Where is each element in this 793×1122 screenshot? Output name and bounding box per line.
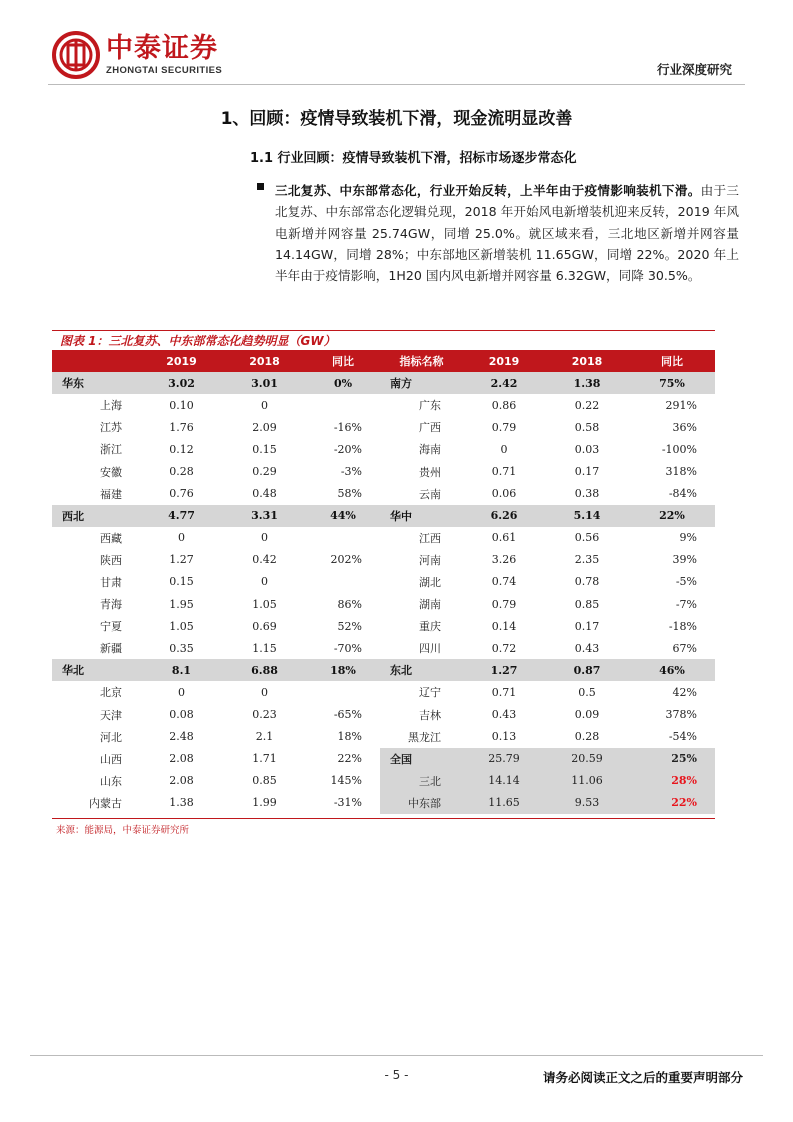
capacity-value: 0.22 — [574, 398, 600, 412]
yoy-change: -20% — [333, 442, 362, 456]
province-name: 河南 — [419, 553, 441, 567]
yoy-change — [306, 527, 380, 549]
capacity-value: 0.85 — [574, 597, 600, 611]
province-name: 云南 — [419, 487, 441, 501]
capacity-value: 0.14 — [491, 619, 517, 633]
capacity-value: 0.72 — [491, 641, 517, 655]
capacity-value: 2.09 — [252, 420, 277, 434]
yoy-change — [306, 394, 380, 416]
province-name: 辽宁 — [419, 686, 441, 700]
yoy-change: -65% — [333, 708, 362, 722]
capacity-value: 6.88 — [223, 659, 306, 681]
capacity-value: 0.12 — [169, 442, 194, 456]
report-type-label: 行业深度研究 — [656, 62, 732, 77]
yoy-change: 75% — [629, 372, 715, 394]
yoy-change: 46% — [629, 659, 715, 681]
yoy-change: 22% — [337, 752, 362, 766]
capacity-value: 0.10 — [169, 398, 194, 412]
wind-capacity-table — [52, 350, 715, 814]
capacity-value: 0.71 — [491, 465, 517, 479]
capacity-value: 0.85 — [252, 774, 277, 788]
province-name: 福建 — [100, 487, 122, 501]
capacity-value: 6.26 — [463, 505, 545, 527]
capacity-value: 0.61 — [491, 531, 517, 545]
table-bottom-rule — [52, 818, 715, 819]
province-name: 西北 — [52, 505, 140, 527]
table-row — [52, 549, 715, 571]
capacity-value: 2.08 — [169, 774, 194, 788]
table-row — [52, 615, 715, 637]
capacity-value: 0.17 — [574, 619, 600, 633]
capacity-value: 1.15 — [252, 641, 277, 655]
capacity-value: 0.17 — [574, 465, 600, 479]
yoy-change: 44% — [306, 505, 380, 527]
capacity-value: 2.1 — [255, 730, 274, 744]
column-header: 同比 — [629, 350, 715, 372]
capacity-value: 1.05 — [169, 619, 194, 633]
capacity-value: 1.38 — [545, 372, 629, 394]
capacity-value: 0.15 — [169, 575, 194, 589]
province-name: 山东 — [100, 774, 122, 788]
table-row — [52, 527, 715, 549]
capacity-value: 4.77 — [140, 505, 223, 527]
capacity-value: 0.29 — [252, 465, 277, 479]
capacity-value: 2.48 — [169, 730, 194, 744]
province-name: 青海 — [100, 598, 122, 612]
capacity-value: 0.28 — [574, 730, 600, 744]
yoy-change — [306, 571, 380, 593]
column-header: 2018 — [223, 350, 306, 372]
capacity-value: 0 — [261, 398, 268, 412]
capacity-value: 3.31 — [223, 505, 306, 527]
province-name: 全国 — [380, 748, 463, 770]
province-name: 广东 — [419, 399, 441, 413]
capacity-value: 0.43 — [574, 641, 600, 655]
capacity-value: 0.76 — [169, 487, 194, 501]
province-name: 湖北 — [419, 575, 441, 589]
capacity-value: 0.35 — [169, 641, 194, 655]
capacity-value: 1.95 — [169, 597, 194, 611]
table-row — [52, 770, 715, 792]
capacity-value: 0 — [178, 531, 185, 545]
footer-divider — [30, 1055, 763, 1056]
company-logo — [52, 30, 222, 80]
capacity-value: 5.14 — [545, 505, 629, 527]
yoy-change: 25% — [629, 748, 715, 770]
paragraph-body: 由于三北复苏、中东部常态化逻辑兑现，2018 年开始风电新增装机迎来反转，2019 年风电新增并网容量 25.74GW，同增 25.0%。就区域来看，三北地区新增并网容量 14.14GW，同增 28%；中东部地区新增装机 11.65GW，同增 22%。2020 年上半年由于疫情影响，1H20 国内风电新增并网容量 6.32GW，同降 30.5%。 — [275, 183, 740, 284]
yoy-change: 18% — [306, 659, 380, 681]
logo-english-name: ZHONGTAI SECURITIES — [106, 64, 223, 76]
column-header — [52, 350, 140, 372]
yoy-change: 378% — [665, 708, 697, 722]
table-row — [52, 394, 715, 416]
province-name: 华东 — [52, 372, 140, 394]
column-header: 2019 — [140, 350, 223, 372]
table-row — [52, 593, 715, 615]
paragraph-text — [275, 180, 739, 286]
table-row — [52, 438, 715, 460]
province-name: 黑龙江 — [408, 730, 441, 744]
yoy-change: 0% — [306, 372, 380, 394]
capacity-value: 2.35 — [574, 553, 600, 567]
yoy-change: -54% — [668, 730, 697, 744]
province-name: 浙江 — [100, 443, 122, 457]
square-bullet-icon — [257, 183, 264, 190]
table-row — [52, 416, 715, 438]
province-name: 宁夏 — [100, 620, 122, 634]
province-name: 天津 — [100, 708, 122, 722]
table-row — [52, 637, 715, 659]
province-name: 华北 — [52, 659, 140, 681]
capacity-value: 0.58 — [574, 420, 600, 434]
capacity-value: 14.14 — [463, 770, 545, 792]
province-name: 河北 — [100, 730, 122, 744]
bullet-paragraph — [275, 180, 739, 286]
header-divider — [48, 84, 745, 85]
region-row — [52, 505, 715, 527]
capacity-value: 25.79 — [463, 748, 545, 770]
region-row — [52, 659, 715, 681]
province-name: 陕西 — [100, 553, 122, 567]
yoy-change: -84% — [668, 487, 697, 501]
region-row — [52, 372, 715, 394]
capacity-value: 0.48 — [252, 487, 277, 501]
yoy-change: 9% — [679, 531, 697, 545]
province-name: 重庆 — [419, 620, 441, 634]
yoy-change: -7% — [675, 597, 697, 611]
capacity-value: 1.99 — [252, 796, 277, 810]
capacity-value: 9.53 — [545, 792, 629, 814]
yoy-change: 291% — [665, 398, 697, 412]
yoy-change: 22% — [629, 792, 715, 814]
subsection-heading: 1.1 行业回顾：疫情导致装机下滑，招标市场逐步常态化 — [250, 151, 577, 166]
table-row — [52, 748, 715, 770]
capacity-value: 11.06 — [545, 770, 629, 792]
yoy-change: -3% — [340, 465, 362, 479]
capacity-value: 0.69 — [252, 619, 277, 633]
province-name: 四川 — [419, 642, 441, 656]
capacity-value: 0.42 — [252, 553, 277, 567]
province-name: 新疆 — [100, 642, 122, 656]
yoy-change: 67% — [672, 641, 697, 655]
table-row — [52, 681, 715, 703]
capacity-value: 0.13 — [491, 730, 517, 744]
province-name: 西藏 — [100, 531, 122, 545]
capacity-value: 0.79 — [491, 597, 517, 611]
table-header-row — [52, 350, 715, 372]
province-name: 内蒙古 — [89, 796, 122, 810]
yoy-change: 318% — [665, 465, 697, 479]
yoy-change: 28% — [629, 770, 715, 792]
yoy-change: -100% — [661, 442, 697, 456]
capacity-value: 0.5 — [578, 685, 596, 699]
capacity-value: 11.65 — [463, 792, 545, 814]
yoy-change: -5% — [675, 575, 697, 589]
yoy-change: -31% — [333, 796, 362, 810]
capacity-value: 0.56 — [574, 531, 600, 545]
yoy-change: 202% — [330, 553, 362, 567]
capacity-value: 3.26 — [491, 553, 517, 567]
column-header: 2019 — [463, 350, 545, 372]
table-row — [52, 704, 715, 726]
column-header: 2018 — [545, 350, 629, 372]
province-name: 广西 — [419, 421, 441, 435]
capacity-value: 0 — [261, 685, 268, 699]
province-name: 山西 — [100, 752, 122, 766]
capacity-value: 2.08 — [169, 752, 194, 766]
province-name: 北京 — [100, 686, 122, 700]
capacity-value: 3.02 — [140, 372, 223, 394]
table-row — [52, 460, 715, 482]
yoy-change — [306, 681, 380, 703]
page-number: - 5 - — [384, 1068, 409, 1082]
capacity-value: 0.06 — [491, 487, 517, 501]
yoy-change: 86% — [337, 597, 362, 611]
capacity-value: 0.08 — [169, 708, 194, 722]
province-name: 江西 — [419, 531, 441, 545]
figure-source: 来源：能源局，中泰证券研究所 — [56, 825, 190, 836]
yoy-change: 39% — [672, 553, 697, 567]
capacity-value: 0.28 — [169, 465, 194, 479]
capacity-value: 0.86 — [491, 398, 517, 412]
capacity-value: 2.42 — [463, 372, 545, 394]
zhongtai-logo-icon — [52, 31, 100, 79]
capacity-value: 0.38 — [574, 487, 600, 501]
province-name: 江苏 — [100, 421, 122, 435]
capacity-value: 1.38 — [169, 796, 194, 810]
province-name: 东北 — [380, 659, 463, 681]
capacity-value: 0.78 — [574, 575, 600, 589]
table-row — [52, 792, 715, 814]
capacity-value: 0.43 — [491, 708, 517, 722]
capacity-value: 0 — [261, 531, 268, 545]
capacity-value: 1.76 — [169, 420, 194, 434]
yoy-change: -18% — [668, 619, 697, 633]
yoy-change: -16% — [333, 420, 362, 434]
province-name: 贵州 — [419, 465, 441, 479]
capacity-value: 0 — [261, 575, 268, 589]
capacity-value: 0 — [500, 442, 508, 456]
capacity-value: 0 — [178, 685, 185, 699]
yoy-change: 18% — [337, 730, 362, 744]
table-row — [52, 483, 715, 505]
province-name: 海南 — [419, 443, 441, 457]
capacity-value: 8.1 — [140, 659, 223, 681]
capacity-value: 0.74 — [491, 575, 517, 589]
figure-title: 图表 1：三北复苏、中东部常态化趋势明显（GW） — [60, 334, 336, 348]
yoy-change: -70% — [333, 641, 362, 655]
capacity-value: 0.23 — [252, 708, 277, 722]
logo-chinese-name: 中泰证券 — [106, 32, 218, 64]
section-heading: 1、回顾：疫情导致装机下滑，现金流明显改善 — [220, 109, 573, 129]
province-name: 上海 — [100, 399, 122, 413]
capacity-value: 1.05 — [252, 597, 277, 611]
capacity-value: 3.01 — [223, 372, 306, 394]
yoy-change: 58% — [337, 487, 362, 501]
paragraph-lead: 三北复苏、中东部常态化，行业开始反转，上半年由于疫情影响装机下滑。 — [275, 183, 701, 198]
capacity-value: 1.71 — [252, 752, 277, 766]
province-name: 吉林 — [419, 708, 441, 722]
capacity-value: 1.27 — [169, 553, 194, 567]
capacity-value: 0.79 — [491, 420, 517, 434]
capacity-value: 0.03 — [574, 442, 600, 456]
capacity-value: 0.71 — [491, 685, 517, 699]
province-name: 安徽 — [100, 465, 122, 479]
table-row — [52, 726, 715, 748]
province-name: 湖南 — [419, 598, 441, 612]
table-row — [52, 571, 715, 593]
province-name: 南方 — [380, 372, 463, 394]
column-header: 同比 — [306, 350, 380, 372]
yoy-change: 52% — [337, 619, 362, 633]
capacity-value: 20.59 — [545, 748, 629, 770]
yoy-change: 42% — [672, 685, 697, 699]
capacity-value: 0.87 — [545, 659, 629, 681]
province-name: 华中 — [380, 505, 463, 527]
province-name: 三北 — [380, 770, 463, 792]
province-name: 甘肃 — [100, 575, 122, 589]
yoy-change: 145% — [330, 774, 362, 788]
province-name: 中东部 — [380, 792, 463, 814]
capacity-value: 0.15 — [252, 442, 277, 456]
disclaimer-note: 请务必阅读正文之后的重要声明部分 — [542, 1070, 743, 1085]
capacity-value: 1.27 — [463, 659, 545, 681]
capacity-value: 0.09 — [574, 708, 600, 722]
yoy-change: 36% — [672, 420, 697, 434]
column-header: 指标名称 — [380, 350, 463, 372]
yoy-change: 22% — [629, 505, 715, 527]
